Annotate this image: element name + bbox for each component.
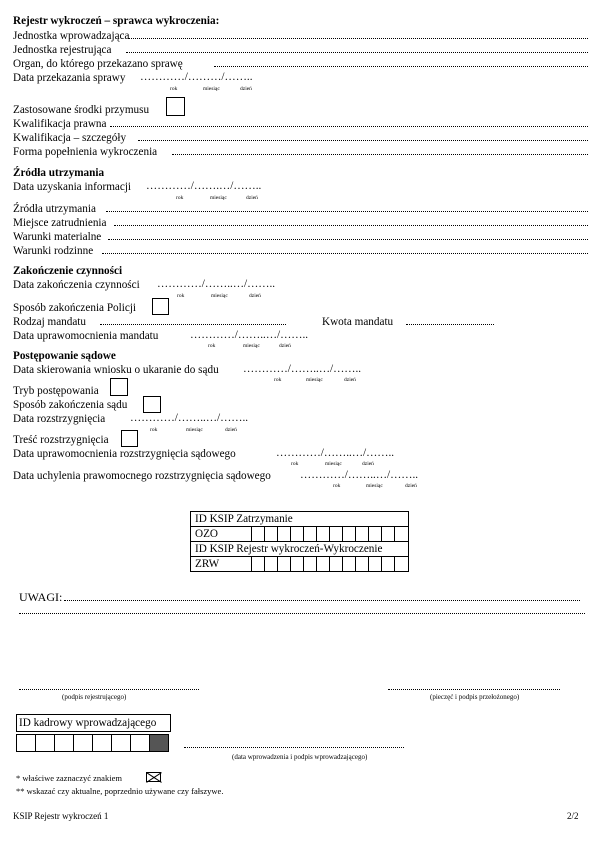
staff-id-cell-shaded bbox=[149, 734, 169, 752]
date-label-day: dzień bbox=[240, 86, 252, 92]
date-label-year: rok bbox=[208, 343, 216, 349]
registrar-signature-caption: (podpis rejestrującego) bbox=[62, 693, 127, 701]
date-label-month: miesiąc bbox=[243, 343, 260, 349]
date-label-day: dzień bbox=[362, 461, 374, 467]
ozo-cell[interactable] bbox=[356, 527, 369, 542]
field-workplace[interactable] bbox=[114, 225, 588, 226]
label-sources: Źródła utrzymania bbox=[13, 203, 96, 215]
staff-id-cell[interactable] bbox=[54, 734, 74, 752]
field-handover-date[interactable]: …………/………/…….. bbox=[140, 71, 253, 83]
zrw-cell[interactable] bbox=[382, 557, 395, 572]
label-final-date: Data uprawomocnienia rozstrzygnięcia sądowego bbox=[13, 448, 236, 460]
section-title-offender: Rejestr wykroczeń – sprawca wykroczenia: bbox=[13, 15, 220, 27]
staff-id-box bbox=[16, 714, 171, 732]
footnote-status: ** wskazać czy aktualne, poprzednio używane czy fałszywe. bbox=[16, 786, 224, 796]
checkbox-measures[interactable] bbox=[166, 97, 185, 116]
label-repeal-date: Data uchylenia prawomocnego rozstrzygnięcia sądowego bbox=[13, 470, 271, 482]
date-label-day: dzień bbox=[405, 483, 417, 489]
staff-id-cell[interactable] bbox=[73, 734, 93, 752]
field-end-date[interactable]: …………/……..…/…….. bbox=[157, 278, 276, 290]
field-final-date[interactable]: …………/……..…/…….. bbox=[276, 447, 395, 459]
label-info-date: Data uzyskania informacji bbox=[13, 181, 132, 193]
date-label-year: rok bbox=[333, 483, 341, 489]
field-repeal-date[interactable]: …………/……..…/…….. bbox=[300, 469, 419, 481]
ozo-cell[interactable] bbox=[343, 527, 356, 542]
label-ticket-type: Rodzaj mandatu bbox=[13, 316, 87, 328]
label-handover-date: Data przekazania sprawy bbox=[13, 72, 126, 84]
label-legal-qual: Kwalifikacja prawna bbox=[13, 118, 107, 130]
field-family[interactable] bbox=[102, 253, 588, 254]
label-family: Warunki rodzinne bbox=[13, 245, 94, 257]
field-unit-registering[interactable] bbox=[126, 52, 588, 53]
staff-id-cell[interactable] bbox=[16, 734, 36, 752]
label-decision-content: Treść rozstrzygnięcia bbox=[13, 434, 109, 446]
zrw-label: ZRW bbox=[191, 557, 252, 572]
field-ticket-date[interactable]: …………/……..…/…….. bbox=[190, 329, 309, 341]
zrw-cell[interactable] bbox=[278, 557, 291, 572]
field-form[interactable] bbox=[172, 154, 588, 155]
checkbox-court-end[interactable] bbox=[143, 396, 161, 413]
ozo-cell[interactable] bbox=[278, 527, 291, 542]
entry-signature-caption: (data wprowadzenia i podpis wprowadzającego) bbox=[232, 753, 368, 761]
field-legal-qual[interactable] bbox=[110, 126, 588, 127]
ksip-arrest-label: ID KSIP Zatrzymanie bbox=[191, 512, 409, 527]
field-referral-date[interactable]: …………/……..…/…….. bbox=[243, 363, 362, 375]
field-info-date[interactable]: …………/…….…/…….. bbox=[146, 180, 262, 192]
zrw-cell[interactable] bbox=[330, 557, 343, 572]
checkbox-mode[interactable] bbox=[110, 378, 128, 396]
zrw-cell[interactable] bbox=[317, 557, 330, 572]
field-qual-details[interactable] bbox=[138, 140, 588, 141]
date-label-month: miesiąc bbox=[203, 86, 220, 92]
remarks-line-1[interactable] bbox=[64, 600, 580, 601]
checkbox-police-end[interactable] bbox=[152, 298, 169, 315]
field-ticket-type[interactable] bbox=[100, 324, 286, 325]
label-measures: Zastosowane środki przymusu bbox=[13, 104, 150, 116]
label-form: Forma popełnienia wykroczenia bbox=[13, 146, 158, 158]
date-label-day: dzień bbox=[225, 427, 237, 433]
zrw-cell[interactable] bbox=[291, 557, 304, 572]
ozo-label: OZO bbox=[191, 527, 252, 542]
label-unit-registering: Jednostka rejestrująca bbox=[13, 44, 112, 56]
date-label-month: miesiąc bbox=[366, 483, 383, 489]
ozo-cell[interactable] bbox=[291, 527, 304, 542]
field-organ[interactable] bbox=[214, 66, 588, 67]
ozo-cell[interactable] bbox=[304, 527, 317, 542]
date-label-day: dzień bbox=[246, 195, 258, 201]
staff-id-cell[interactable] bbox=[92, 734, 112, 752]
field-material[interactable] bbox=[108, 239, 588, 240]
label-referral-date: Data skierowania wniosku o ukaranie do sądu bbox=[13, 364, 219, 376]
zrw-cell[interactable] bbox=[369, 557, 382, 572]
date-label-month: miesiąc bbox=[211, 293, 228, 299]
x-mark-icon bbox=[146, 772, 161, 782]
label-mode: Tryb postępowania bbox=[13, 385, 99, 397]
date-label-month: miesiąc bbox=[325, 461, 342, 467]
ozo-cell[interactable] bbox=[330, 527, 343, 542]
page-number: 2/2 bbox=[567, 811, 579, 821]
label-organ: Organ, do którego przekazano sprawę bbox=[13, 58, 183, 70]
date-label-month: miesiąc bbox=[186, 427, 203, 433]
label-ticket-amount: Kwota mandatu bbox=[322, 316, 394, 328]
supervisor-signature-line[interactable] bbox=[388, 689, 560, 690]
label-court-end: Sposób zakończenia sądu bbox=[13, 399, 128, 411]
field-unit-entering[interactable] bbox=[128, 38, 588, 39]
date-label-year: rok bbox=[291, 461, 299, 467]
label-unit-entering: Jednostka wprowadzająca bbox=[13, 30, 130, 42]
date-label-month: miesiąc bbox=[210, 195, 227, 201]
date-label-day: dzień bbox=[249, 293, 261, 299]
zrw-cell[interactable] bbox=[252, 557, 265, 572]
zrw-cell[interactable] bbox=[343, 557, 356, 572]
entry-signature-line[interactable] bbox=[184, 747, 404, 748]
ozo-cell[interactable] bbox=[382, 527, 395, 542]
footnote-mark: * właściwe zaznaczyć znakiem bbox=[16, 773, 122, 783]
ksip-register-label: ID KSIP Rejestr wykroczeń-Wykroczenie bbox=[191, 542, 409, 557]
label-end-date: Data zakończenia czynności bbox=[13, 279, 140, 291]
field-ticket-amount[interactable] bbox=[406, 324, 494, 325]
footer-title: KSIP Rejestr wykroczeń 1 bbox=[13, 811, 109, 821]
zrw-cell[interactable] bbox=[265, 557, 278, 572]
staff-id-cell[interactable] bbox=[111, 734, 131, 752]
checkbox-decision-content[interactable] bbox=[121, 430, 138, 447]
section-title-completion: Zakończenie czynności bbox=[13, 265, 123, 277]
label-workplace: Miejsce zatrudnienia bbox=[13, 217, 107, 229]
zrw-cell[interactable] bbox=[395, 557, 409, 572]
date-label-year: rok bbox=[177, 293, 185, 299]
date-label-year: rok bbox=[170, 86, 178, 92]
label-ticket-date: Data uprawomocnienia mandatu bbox=[13, 330, 159, 342]
ozo-cell[interactable] bbox=[265, 527, 278, 542]
ozo-cell[interactable] bbox=[395, 527, 409, 542]
staff-id-cell[interactable] bbox=[130, 734, 150, 752]
zrw-cell[interactable] bbox=[356, 557, 369, 572]
ksip-id-table bbox=[190, 511, 409, 572]
ozo-cell[interactable] bbox=[317, 527, 330, 542]
field-decision-date[interactable]: …………/……..…/…….. bbox=[130, 412, 249, 424]
date-label-year: rok bbox=[150, 427, 158, 433]
remarks-label: UWAGI: bbox=[19, 590, 63, 604]
section-title-sources: Źródła utrzymania bbox=[13, 167, 105, 179]
label-police-end: Sposób zakończenia Policji bbox=[13, 302, 137, 314]
date-label-day: dzień bbox=[279, 343, 291, 349]
date-label-day: dzień bbox=[344, 377, 356, 383]
date-label-year: rok bbox=[274, 377, 282, 383]
label-decision-date: Data rozstrzygnięcia bbox=[13, 413, 106, 425]
zrw-cell[interactable] bbox=[304, 557, 317, 572]
staff-id-cell[interactable] bbox=[35, 734, 55, 752]
section-title-court: Postępowanie sądowe bbox=[13, 350, 116, 362]
date-label-year: rok bbox=[176, 195, 184, 201]
remarks-line-2[interactable] bbox=[19, 613, 585, 614]
field-sources[interactable] bbox=[106, 211, 588, 212]
date-label-month: miesiąc bbox=[306, 377, 323, 383]
ozo-cell[interactable] bbox=[252, 527, 265, 542]
staff-id-grid bbox=[17, 734, 169, 752]
label-material: Warunki materialne bbox=[13, 231, 102, 243]
ozo-cell[interactable] bbox=[369, 527, 382, 542]
registrar-signature-line[interactable] bbox=[19, 689, 199, 690]
label-qual-details: Kwalifikacja – szczegóły bbox=[13, 132, 127, 144]
staff-id-label: ID kadrowy wprowadzającego bbox=[19, 717, 157, 729]
supervisor-signature-caption: (pieczęć i podpis przełożonego) bbox=[430, 693, 520, 701]
